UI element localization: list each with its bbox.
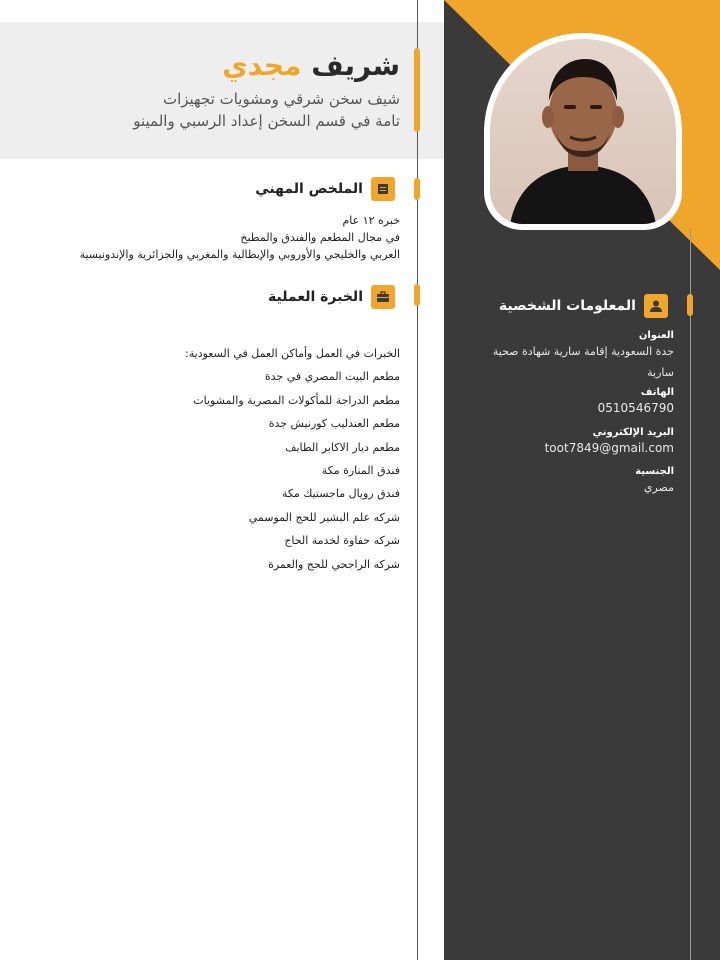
list-item: مطعم العندليب كورنيش جدة bbox=[268, 417, 400, 431]
address-block bbox=[474, 330, 674, 383]
content-divider-line bbox=[417, 0, 418, 960]
list-item: فندق المنارة مكة bbox=[321, 463, 400, 477]
user-icon bbox=[644, 294, 668, 318]
address-label: العنوان bbox=[638, 330, 674, 341]
list-item: فندق رويال ماجستيك مكة bbox=[281, 487, 400, 501]
experience-list bbox=[100, 344, 400, 578]
experience-heading bbox=[268, 283, 395, 311]
summary-title: الملخص المهني bbox=[255, 181, 363, 197]
last-name: مجدي bbox=[222, 49, 302, 82]
candidate-name bbox=[222, 48, 400, 84]
portrait-illustration bbox=[490, 39, 676, 224]
list-item: شركه علم البشير للحج الموسمي bbox=[248, 510, 400, 524]
list-item: مطعم الدراجة للمأكولات المصرية والمشويات bbox=[193, 393, 400, 407]
phone-value: 0510546790 bbox=[597, 401, 674, 415]
list-item: مطعم البيت المصري في جدة bbox=[264, 370, 400, 384]
list-item: شركه الراجحي للحج والعمرة bbox=[268, 557, 400, 571]
header-marker bbox=[414, 48, 420, 132]
first-name: شريف bbox=[311, 49, 400, 82]
list-item: شركه حفاوة لخدمة الحاج bbox=[284, 534, 400, 548]
briefcase-icon bbox=[371, 285, 395, 309]
address-line-1: جدة السعودية إقامة سارية شهادة صحية bbox=[492, 345, 674, 358]
profile-photo-frame bbox=[484, 33, 682, 230]
personal-info-marker bbox=[687, 294, 693, 316]
list-icon bbox=[371, 177, 395, 201]
summary-line: خبره ١٢ عام bbox=[342, 214, 400, 227]
job-title-line-1: شيف سخن شرقي ومشويات تجهيزات bbox=[162, 90, 400, 108]
summary-line: في مجال المطعم والفندق والمطبخ bbox=[240, 231, 400, 244]
sidebar bbox=[444, 0, 720, 960]
job-title bbox=[100, 88, 400, 132]
personal-info-heading bbox=[498, 292, 668, 320]
sidebar-divider-line bbox=[690, 228, 691, 960]
experience-intro: الخبرات في العمل وأماكن العمل في السعودية: bbox=[185, 347, 400, 360]
email-value: toot7849@gmail.com bbox=[544, 441, 674, 455]
summary-text bbox=[40, 212, 400, 263]
list-item: مطعم ديار الاكابر الطايف bbox=[285, 440, 400, 454]
experience-title: الخبرة العملية bbox=[268, 289, 363, 305]
profile-photo bbox=[490, 39, 676, 224]
nationality-value: مصري bbox=[643, 481, 674, 494]
summary-marker bbox=[414, 178, 420, 200]
address-line-2: سارية bbox=[647, 366, 674, 379]
job-title-line-2: تامة في قسم السخن إعداد الرسبي والمينو bbox=[133, 112, 400, 130]
nationality-label: الجنسية bbox=[635, 466, 674, 477]
nationality-block bbox=[474, 466, 674, 498]
email-block bbox=[474, 427, 674, 459]
phone-block bbox=[474, 387, 674, 419]
phone-label: الهاتف bbox=[640, 387, 674, 398]
email-label: البريد الإلكتروني bbox=[592, 427, 674, 438]
experience-marker bbox=[414, 284, 420, 306]
summary-heading bbox=[255, 175, 395, 203]
summary-line: العربي والخليجي والأوروبي والإيطالية والمغربي والجزائرية والإندونيسية bbox=[79, 248, 400, 261]
personal-info-title: المعلومات الشخصية bbox=[498, 298, 636, 314]
